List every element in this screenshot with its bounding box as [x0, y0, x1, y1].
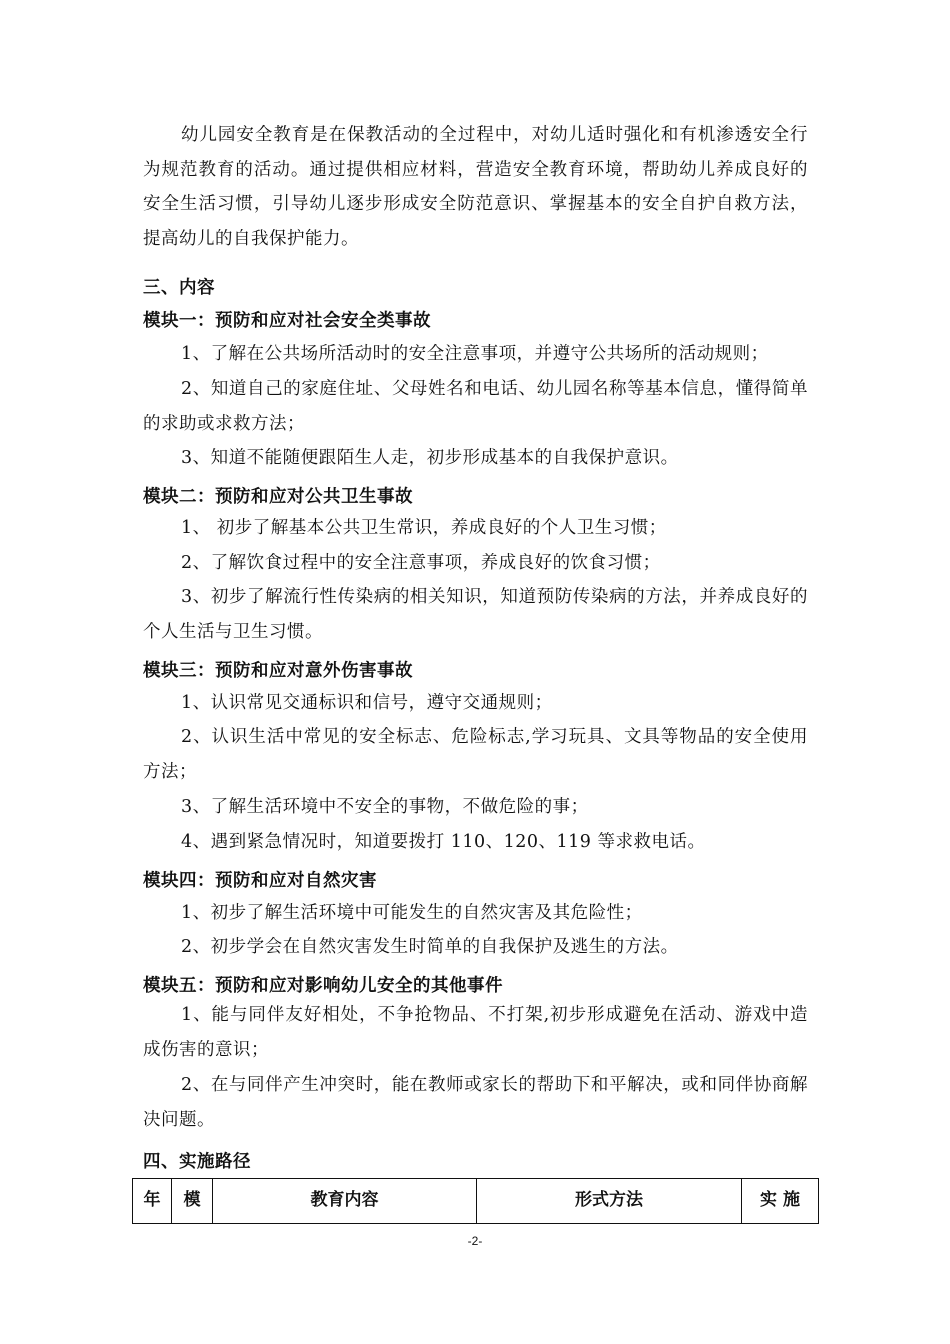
module-4-item-1: 1、初步了解生活环境中可能发生的自然灾害及其危险性；	[181, 903, 643, 923]
module-2-item-3: 3、初步了解流行性传染病的相关知识，知道预防传染病的方法，并养成良好的个人生活与卫生习惯。	[143, 587, 808, 642]
module-2-item-1: 1、 初步了解基本公共卫生常识，养成良好的个人卫生习惯；	[181, 518, 667, 538]
module-3-item-1: 1、认识常见交通标识和信号，遵守交通规则；	[181, 693, 553, 713]
module-4-item-2: 2、初步学会在自然灾害发生时简单的自我保护及逃生的方法。	[181, 937, 679, 957]
module-3-item-3: 3、了解生活环境中不安全的事物，不做危险的事；	[181, 797, 589, 817]
module-5-item-2: 2、在与同伴产生冲突时，能在教师或家长的帮助下和平解决，或和同伴协商解决问题。	[143, 1075, 808, 1130]
table-header-cell-method: 形式方法	[477, 1179, 742, 1224]
page-number: -2-	[467, 1234, 483, 1248]
module-3-item-4: 4、遇到紧急情况时，知道要拨打 110、120、119 等求救电话。	[181, 832, 706, 852]
table-header-cell-grade: 年	[133, 1179, 172, 1224]
section-heading-implementation: 四、实施路径	[143, 1152, 251, 1172]
table-header-cell-implementation: 实 施	[742, 1179, 819, 1224]
table-header-cell-content: 教育内容	[213, 1179, 477, 1224]
implementation-table	[132, 1178, 819, 1224]
module-3-item-2: 2、认识生活中常见的安全标志、危险标志,学习玩具、文具等物品的安全使用方法；	[143, 727, 808, 782]
module-1-item-1: 1、了解在公共场所活动时的安全注意事项，并遵守公共场所的活动规则；	[181, 344, 769, 364]
intro-paragraph: 幼儿园安全教育是在保教活动的全过程中，对幼儿适时强化和有机渗透安全行为规范教育的活动。通过提供相应材料，营造安全教育环境，帮助幼儿养成良好的安全生活习惯，引导幼儿逐步形成安全防范意识、掌握基本的安全自护自救方法，提高幼儿的自我保护能力。	[143, 125, 808, 249]
module-3-title: 模块三：预防和应对意外伤害事故	[143, 661, 413, 681]
module-1-item-2: 2、知道自己的家庭住址、父母姓名和电话、幼儿园名称等基本信息，懂得简单的求助或求救方法；	[143, 379, 808, 434]
table-header-cell-module: 模	[172, 1179, 213, 1224]
module-2-title: 模块二：预防和应对公共卫生事故	[143, 487, 413, 507]
module-4-title: 模块四：预防和应对自然灾害	[143, 871, 377, 891]
module-2-item-2: 2、了解饮食过程中的安全注意事项，养成良好的饮食习惯；	[181, 553, 661, 573]
module-1-item-3: 3、知道不能随便跟陌生人走，初步形成基本的自我保护意识。	[181, 448, 679, 468]
module-5-title: 模块五：预防和应对影响幼儿安全的其他事件	[143, 976, 503, 996]
module-1-title: 模块一：预防和应对社会安全类事故	[143, 311, 431, 331]
module-5-item-1: 1、能与同伴友好相处，不争抢物品、不打架,初步形成避免在活动、游戏中造成伤害的意识；	[143, 1005, 808, 1060]
table-header-row	[133, 1179, 819, 1224]
section-heading-content: 三、内容	[143, 278, 215, 298]
